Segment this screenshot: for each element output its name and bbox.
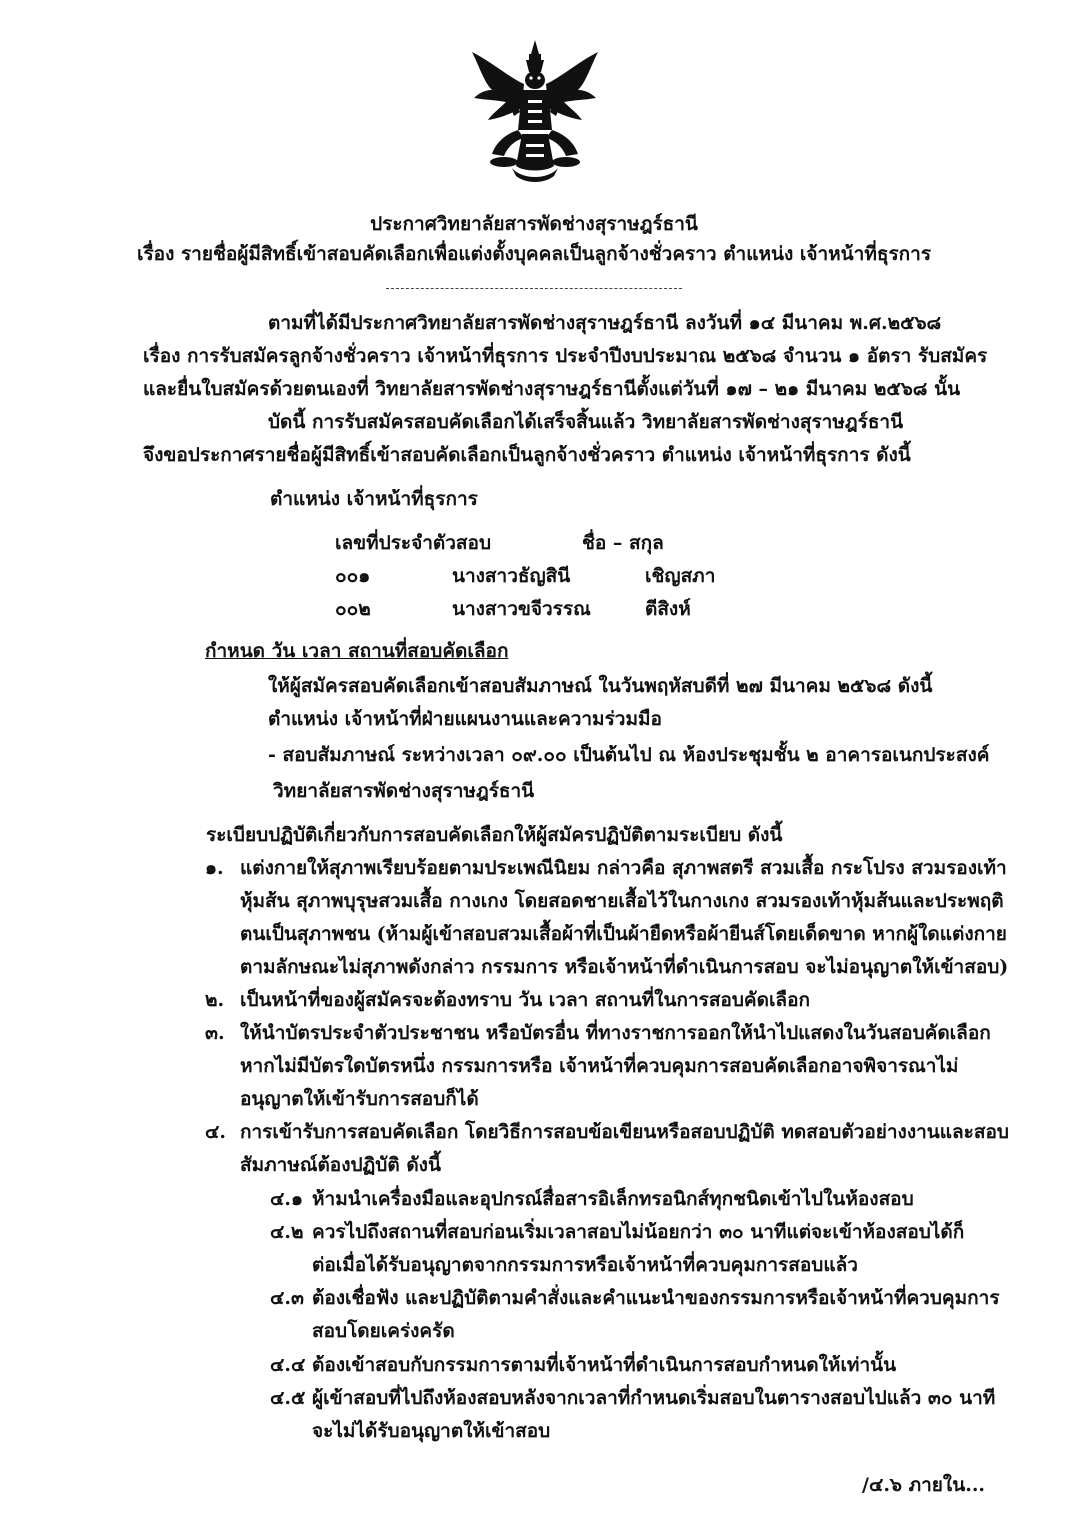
header-divider xyxy=(386,288,682,289)
rule-text: ตามลักษณะไม่สุภาพดังกล่าว กรรมการ หรือเจ้าหน้าที่ดำเนินการสอบ จะไม่อนุญาตให้เข้าสอบ) xyxy=(240,956,1009,978)
rule-text: การเข้ารับการสอบคัดเลือก โดยวิธีการสอบข้อเขียนหรือสอบปฏิบัติ ทดสอบตัวอย่างงานและสอบ xyxy=(240,1121,1009,1143)
first-name: นางสาวขจีวรรณ xyxy=(452,598,591,620)
page-continuation: /๔.๖ ภายใน... xyxy=(862,1474,986,1496)
subitem-text: ต้องเข้าสอบกับกรรมการตามที่เจ้าหน้าที่ดำเนินการสอบกำหนดให้เท่านั้น xyxy=(312,1354,897,1376)
rule-text: ให้นำบัตรประจำตัวประชาชน หรือบัตรอื่น ที่ทางราชการออกให้นำไปแสดงในวันสอบคัดเลือก xyxy=(240,1022,991,1044)
rule-number: ๓. xyxy=(205,1022,225,1044)
subitem-text: ผู้เข้าสอบที่ไปถึงห้องสอบหลังจากเวลาที่กำหนดเริ่มสอบในตารางสอบไปแล้ว ๓๐ นาที xyxy=(312,1387,996,1409)
last-name: ตีสิงห์ xyxy=(645,598,691,620)
intro-line: บัดนี้ การรับสมัครสอบคัดเลือกได้เสร็จสิ้นแล้ว วิทยาลัยสารพัดช่างสุราษฎร์ธานี xyxy=(268,411,904,433)
rule-text: ตนเป็นสุภาพชน (ห้ามผู้เข้าสอบสวมเสื้อผ้าที่เป็นผ้ายืดหรือผ้ายีนส์โดยเด็ดขาด หากผู้ใดแต่งกาย xyxy=(240,923,1007,945)
schedule-detail: - สอบสัมภาษณ์ ระหว่างเวลา ๐๙.๐๐ เป็นต้นไป ณ ห้องประชุมชั้น ๒ อาคารอเนกประสงค์ xyxy=(268,744,990,766)
schedule-line: ให้ผู้สมัครสอบคัดเลือกเข้าสอบสัมภาษณ์ ในวันพฤหัสบดีที่ ๒๗ มีนาคม ๒๕๖๘ ดังนี้ xyxy=(268,675,933,697)
intro-line: เรื่อง การรับสมัครลูกจ้างชั่วคราว เจ้าหน้าที่ธุรการ ประจำปีงบประมาณ ๒๕๖๘ จำนวน ๑ อัตรา รับสมัคร xyxy=(143,345,988,367)
subitem-text: ควรไปถึงสถานที่สอบก่อนเริ่มเวลาสอบไม่น้อยกว่า ๓๐ นาทีแต่จะเข้าห้องสอบได้ก็ xyxy=(312,1221,965,1243)
rule-text: อนุญาตให้เข้ารับการสอบก็ได้ xyxy=(240,1088,479,1110)
col-header-name: ชื่อ – สกุล xyxy=(582,532,664,554)
intro-line: ตามที่ได้มีประกาศวิทยาลัยสารพัดช่างสุราษฎร์ธานี ลงวันที่ ๑๔ มีนาคม พ.ศ.๒๕๖๘ xyxy=(268,312,942,334)
subitem-text: สอบโดยเคร่งครัด xyxy=(312,1320,455,1342)
rule-text: แต่งกายให้สุภาพเรียบร้อยตามประเพณีนิยม กล่าวคือ สุภาพสตรี สวมเสื้อ กระโปรง สวมรองเท้า xyxy=(240,857,1007,879)
schedule-position: ตำแหน่ง เจ้าหน้าที่ฝ่ายแผนงานและความร่วมมือ xyxy=(268,708,662,730)
intro-line: และยื่นใบสมัครด้วยตนเองที่ วิทยาลัยสารพัดช่างสุราษฎร์ธานีตั้งแต่วันที่ ๑๗ – ๒๑ มีนาคม ๒๕๖๘ นั้น xyxy=(143,378,961,400)
rule-number: ๑. xyxy=(205,857,224,879)
position-title: ตำแหน่ง เจ้าหน้าที่ธุรการ xyxy=(270,488,478,510)
intro-line: จึงขอประกาศรายชื่อผู้มีสิทธิ์เข้าสอบคัดเลือกเป็นลูกจ้างชั่วคราว ตำแหน่ง เจ้าหน้าที่ธุรการ ดังนี้ xyxy=(143,444,911,466)
schedule-venue: วิทยาลัยสารพัดช่างสุราษฎร์ธานี xyxy=(273,780,535,802)
last-name: เชิญสภา xyxy=(645,565,716,587)
rule-text: เป็นหน้าที่ของผู้สมัครจะต้องทราบ วัน เวลา สถานที่ในการสอบคัดเลือก xyxy=(240,989,810,1011)
announcement-subject: เรื่อง รายชื่อผู้มีสิทธิ์เข้าสอบคัดเลือกเพื่อแต่งตั้งบุคคลเป็นลูกจ้างชั่วคราว ตำแหน่ง เจ้าหน้าที่ธุรการ xyxy=(136,243,932,265)
subitem-number: ๔.๓ xyxy=(270,1287,304,1309)
rule-text: หากไม่มีบัตรใดบัตรหนึ่ง กรรมการหรือ เจ้าหน้าที่ควบคุมการสอบคัดเลือกอาจพิจารณาไม่ xyxy=(240,1055,959,1077)
garuda-emblem xyxy=(462,38,608,184)
announcement-title: ประกาศวิทยาลัยสารพัดช่างสุราษฎร์ธานี xyxy=(370,213,698,235)
rules-intro: ระเบียบปฏิบัติเกี่ยวกับการสอบคัดเลือกให้ผู้สมัครปฏิบัติตามระเบียบ ดังนี้ xyxy=(206,824,783,846)
subitem-number: ๔.๒ xyxy=(270,1221,304,1243)
subitem-text: ต้องเชื่อฟัง และปฏิบัติตามคำสั่งและคำแนะนำของกรรมการหรือเจ้าหน้าที่ควบคุมการ xyxy=(312,1287,1000,1309)
subitem-number: ๔.๕ xyxy=(270,1387,306,1409)
rule-text: สัมภาษณ์ต้องปฏิบัติ ดังนี้ xyxy=(240,1154,441,1176)
schedule-heading: กำหนด วัน เวลา สถานที่สอบคัดเลือก xyxy=(205,640,509,662)
subitem-text: ห้ามนำเครื่องมือและอุปกรณ์สื่อสารอิเล็กทรอนิกส์ทุกชนิดเข้าไปในห้องสอบ xyxy=(312,1188,914,1210)
subitem-text: จะไม่ได้รับอนุญาตให้เข้าสอบ xyxy=(312,1420,551,1442)
exam-id: ๐๐๒ xyxy=(335,598,371,620)
subitem-number: ๔.๑ xyxy=(270,1188,304,1210)
exam-id: ๐๐๑ xyxy=(335,565,371,587)
rule-text: หุ้มส้น สุภาพบุรุษสวมเสื้อ กางเกง โดยสอดชายเสื้อไว้ในกางเกง สวมรองเท้าหุ้มส้นและประพฤติ xyxy=(240,890,1004,912)
subitem-text: ต่อเมื่อได้รับอนุญาตจากกรรมการหรือเจ้าหน้าที่ควบคุมการสอบแล้ว xyxy=(312,1254,858,1276)
rule-number: ๒. xyxy=(205,989,225,1011)
subitem-number: ๔.๔ xyxy=(270,1354,306,1376)
rule-number: ๔. xyxy=(205,1121,226,1143)
first-name: นางสาวธัญสินี xyxy=(452,565,571,587)
col-header-exam-id: เลขที่ประจำตัวสอบ xyxy=(335,532,491,554)
